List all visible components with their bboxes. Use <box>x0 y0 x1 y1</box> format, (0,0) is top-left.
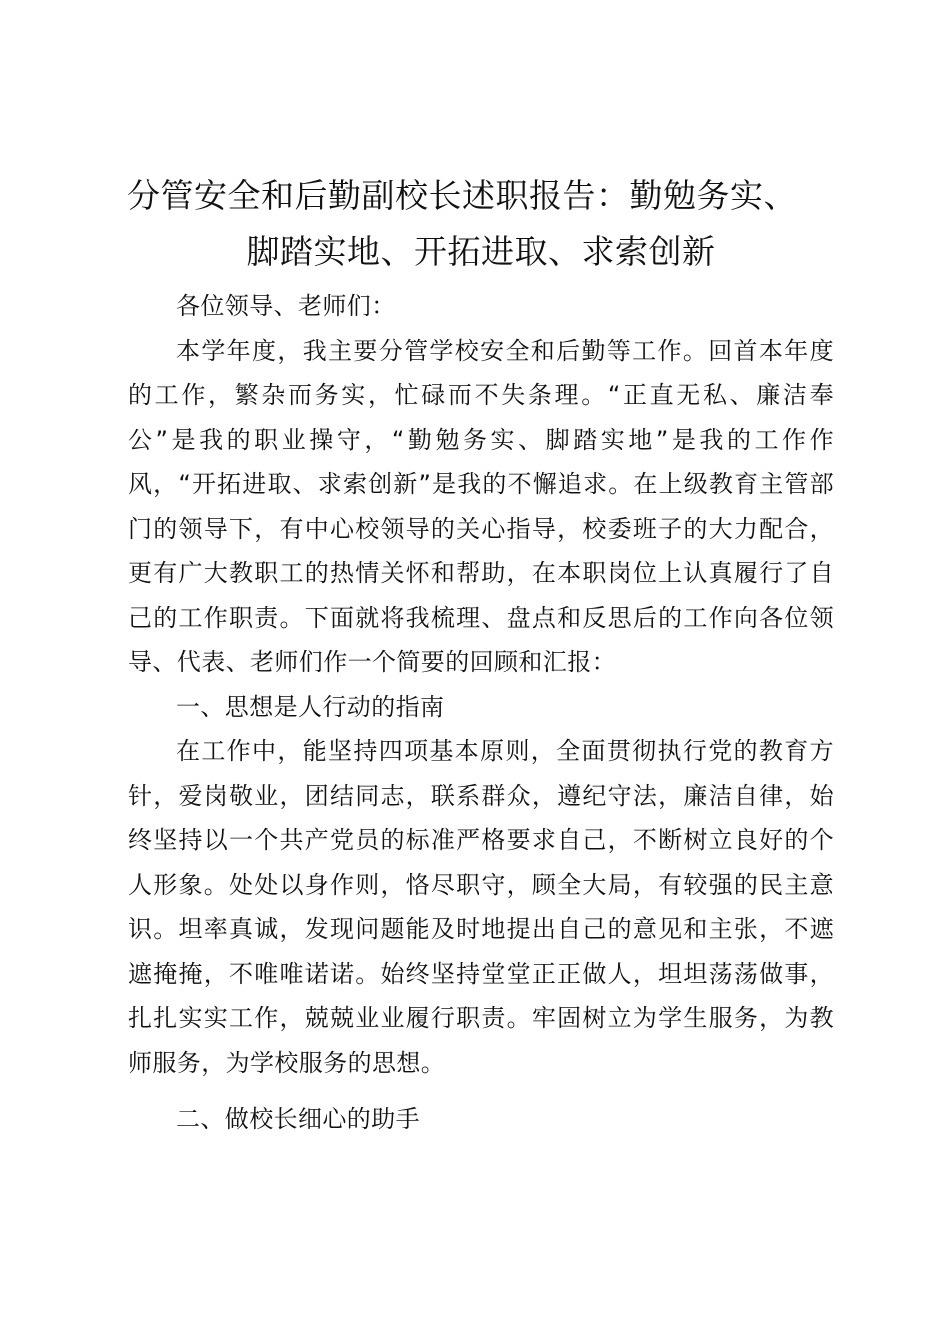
salutation: 各位领导、老师们： <box>176 292 396 320</box>
section-1-heading: 一、思想是人行动的指南 <box>176 692 445 721</box>
document-page <box>128 170 834 1142</box>
section-1-paragraph: 在工作中，能坚持四项基本原则，全面贯彻执行党的教育方针，爱岗敬业，团结同志，联系群众，遵纪守法，廉洁自律，始终坚持以一个共产党员的标准严格要求自己，不断树立良好的个人形象。处处以身作则，恪尽职守，顾全大局，有较强的民主意识。坦率真诚，发现问题能及时地提出自己的意见和主张，不遮遮掩掩，不唯唯诺诺。始终坚持堂堂正正做人，坦坦荡荡做事，扎扎实实工作，兢兢业业履行职责。牢固树立为学生服务，为教师服务，为学校服务的思想。 <box>128 737 834 1077</box>
intro-paragraph: 本学年度，我主要分管学校安全和后勤等工作。回首本年度的工作，繁杂而务实，忙碌而不失条理。“正直无私、廉洁奉公”是我的职业操守，“勤勉务实、脚踏实地”是我的工作作风，“开拓进取、求索创新”是我的不懈追求。在上级教育主管部门的领导下，有中心校领导的关心指导，校委班子的大力配合，更有广大教职工的热情关怀和帮助，在本职岗位上认真履行了自己的工作职责。下面就将我梳理、盘点和反思后的工作向各位领导、代表、老师们作一个简要的回顾和汇报： <box>128 336 834 676</box>
document-title <box>128 170 834 278</box>
title-line-2: 脚踏实地、开拓进取、求索创新 <box>246 232 716 271</box>
section-2-heading: 二、做校长细心的助手 <box>176 1105 420 1133</box>
title-line-1: 分管安全和后勤副校长述职报告：勤勉务实、 <box>127 176 797 215</box>
